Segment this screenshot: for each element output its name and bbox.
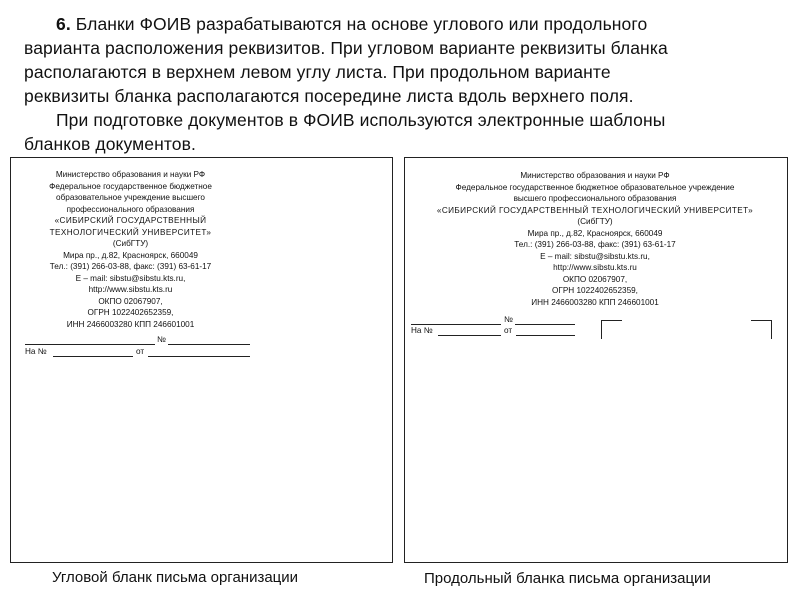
reference-number-line xyxy=(53,356,133,357)
outgoing-number-sign: № xyxy=(504,315,513,324)
intro-line-3: располагаются в верхнем левом углу листа. При продольном варианте xyxy=(24,62,611,82)
org-type-line-1: Федеральное государственное бюджетное образовательное учреждение xyxy=(455,182,735,192)
intro-line-1: 6. Бланки ФОИВ разрабатываются на основе углового или продольного xyxy=(56,14,648,34)
corner-requisites-block xyxy=(25,169,236,330)
corner-letterhead-caption: Угловой бланк письма организации xyxy=(52,569,299,586)
ogrn-code: ОГРН 1022402652359, xyxy=(552,286,638,295)
outgoing-number-line xyxy=(515,324,575,325)
university-abbreviation: (СибГТУ) xyxy=(577,217,613,226)
university-name-line-2: ТЕХНОЛОГИЧЕСКИЙ УНИВЕРСИТЕТ» xyxy=(49,227,212,237)
ministry-name: Министерство образования и науки РФ xyxy=(520,171,670,180)
website-url: http://www.sibstu.kts.ru xyxy=(88,285,173,294)
email-address: E – mail: sibstu@sibstu.kts.ru, xyxy=(75,273,186,283)
intro-line-4: реквизиты бланка располагаются посередине листа вдоль верхнего поля. xyxy=(24,86,634,106)
intro-text xyxy=(24,12,784,156)
ministry-name: Министерство образования и науки РФ xyxy=(55,170,206,179)
outgoing-date-line xyxy=(411,324,501,325)
org-type-line-3: профессионального образования xyxy=(66,204,195,214)
postal-address: Мира пр., д.82, Красноярск, 660049 xyxy=(63,250,198,260)
inn-kpp-codes: ИНН 2466003280 КПП 246601001 xyxy=(531,297,659,307)
corner-letterhead-sample xyxy=(10,157,393,563)
reference-label: На № xyxy=(25,347,47,356)
university-abbreviation: (СибГТУ) xyxy=(112,239,149,248)
item-number: 6. xyxy=(56,14,71,34)
intro-line-5: При подготовке документов в ФОИВ используются электронные шаблоны xyxy=(56,110,666,130)
addressee-corner-mark-right xyxy=(751,320,772,339)
reference-number-line xyxy=(438,335,501,336)
ogrn-code: ОГРН 1022402652359, xyxy=(87,308,174,317)
phone-fax: Тел.: (391) 266-03-88, факс: (391) 63-61-17 xyxy=(514,240,676,249)
reference-date-line xyxy=(148,356,250,357)
addressee-corner-mark-left xyxy=(601,320,622,339)
university-name: «СИБИРСКИЙ ГОСУДАРСТВЕННЫЙ ТЕХНОЛОГИЧЕСКИЙ УНИВЕРСИТЕТ» xyxy=(436,205,754,215)
reference-from-label: от xyxy=(136,347,145,356)
intro-line-2: варианта расположения реквизитов. При угловом варианте реквизиты бланка xyxy=(24,38,668,58)
website-url: http://www.sibstu.kts.ru xyxy=(553,263,637,272)
university-name-line-1: «СИБИРСКИЙ ГОСУДАРСТВЕННЫЙ xyxy=(54,216,207,225)
org-type-line-2: образовательное учреждение высшего xyxy=(56,193,205,202)
reference-label: На № xyxy=(411,326,433,335)
org-type-line-2: высшего профессионального образования xyxy=(513,194,677,203)
org-type-line-1: Федеральное государственное бюджетное xyxy=(49,181,212,191)
outgoing-number-sign: № xyxy=(157,335,166,344)
inn-kpp-codes: ИНН 2466003280 КПП 246601001 xyxy=(66,319,195,329)
longitudinal-letterhead-sample xyxy=(404,157,788,563)
outgoing-number-line xyxy=(168,344,250,345)
okpo-code: ОКПО 02067907, xyxy=(98,296,163,306)
outgoing-date-line xyxy=(25,344,155,345)
longitudinal-requisites-block xyxy=(407,170,783,308)
reference-from-label: от xyxy=(504,326,513,335)
postal-address: Мира пр., д.82, Красноярск, 660049 xyxy=(527,228,663,238)
email-address: E – mail: sibstu@sibstu.kts.ru, xyxy=(540,251,650,261)
okpo-code: ОКПО 02067907, xyxy=(562,274,628,284)
reference-date-line xyxy=(516,335,575,336)
phone-fax: Тел.: (391) 266-03-88, факс: (391) 63-61-17 xyxy=(49,262,212,271)
longitudinal-letterhead-caption: Продольный бланка письма организации xyxy=(424,570,711,587)
intro-line-6: бланков документов. xyxy=(24,134,196,154)
